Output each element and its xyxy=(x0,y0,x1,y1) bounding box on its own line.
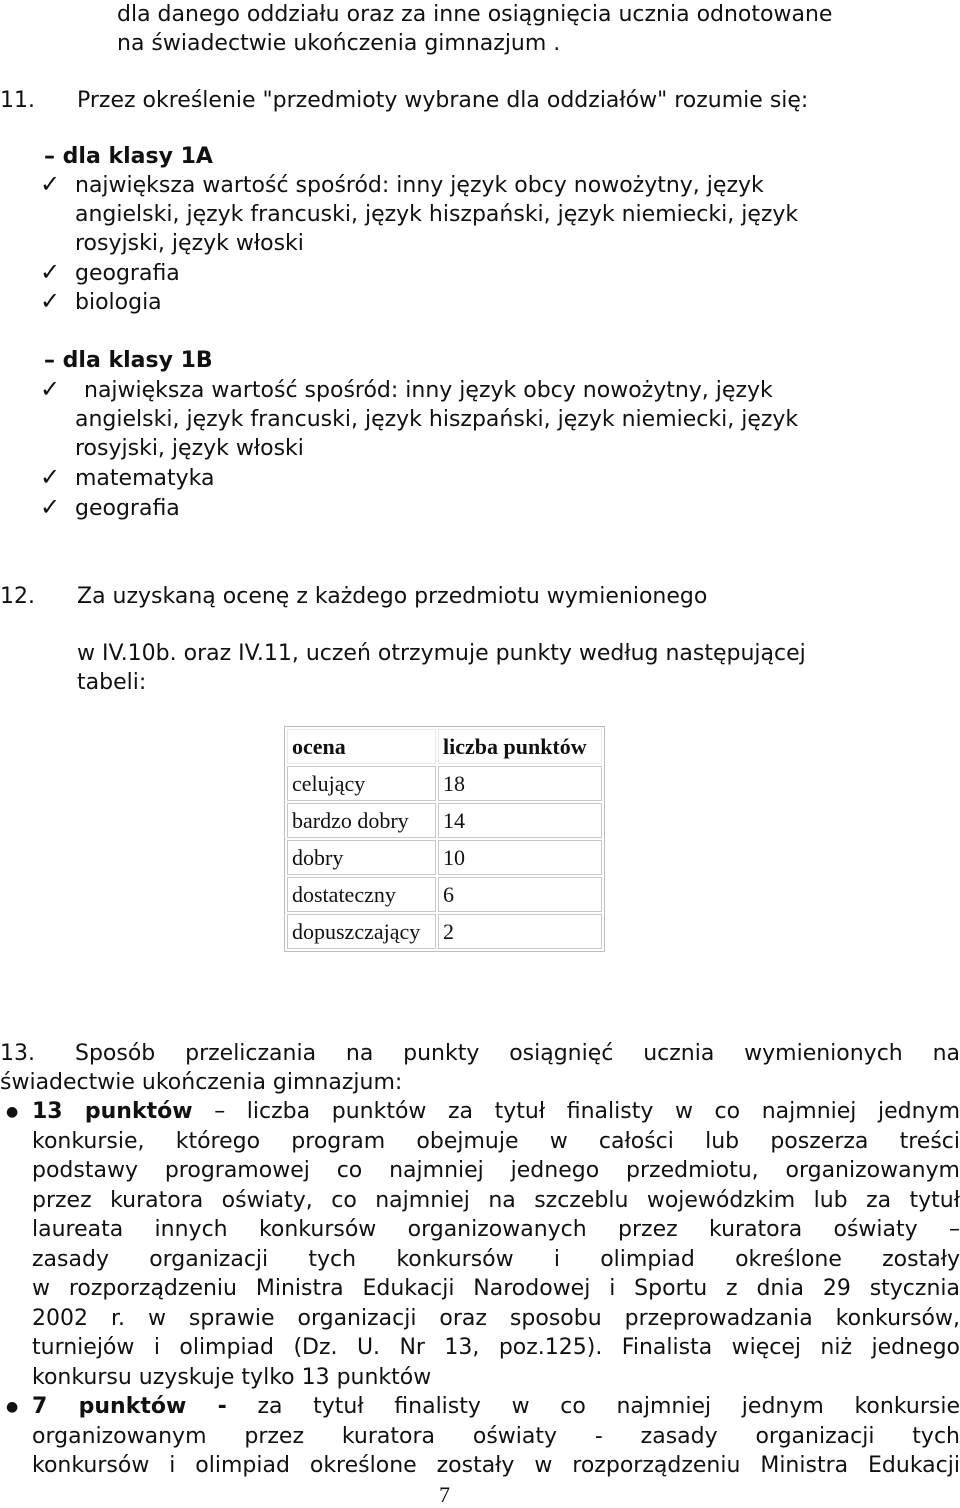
bullet-2-line: organizowanym przez kuratora oświaty - zasady organizacji tych xyxy=(32,1424,960,1449)
bullet-2-line: konkursów i olimpiad określone zostały w rozporządzeniu Ministra Edukacji xyxy=(32,1453,960,1478)
table-cell: dostateczny xyxy=(287,877,436,912)
group-1b-item: największa wartość spośród: inny język obcy nowożytny, język xyxy=(84,378,773,403)
bullet-1-line: turniejów i olimpiad (Dz. U. Nr 13, poz.125). Finalista więcej niż jednego xyxy=(32,1335,960,1360)
points-table xyxy=(284,726,605,952)
checkmark-icon: ✓ xyxy=(40,287,61,315)
table-cell: dopuszczający xyxy=(287,914,436,949)
group-1b-item: geografia xyxy=(75,496,180,521)
page-number: 7 xyxy=(439,1482,450,1507)
table-cell: 18 xyxy=(438,766,602,801)
table-row xyxy=(287,840,602,875)
bullet-2-line: za tytuł finalisty w co najmniej jednym konkursie xyxy=(257,1394,960,1419)
checkmark-icon: ✓ xyxy=(40,375,61,403)
checkmark-icon: ✓ xyxy=(40,463,61,491)
intro-line-1: dla danego oddziału oraz za inne osiągnięcia ucznia odnotowane xyxy=(117,2,833,27)
bullet-icon: ● xyxy=(6,1104,19,1120)
table-header-row xyxy=(287,729,602,764)
group-1a-item: biologia xyxy=(75,290,162,315)
table-header-cell: liczba punktów xyxy=(438,729,602,764)
group-1b-item: matematyka xyxy=(75,466,215,491)
table-row xyxy=(287,766,602,801)
bullet-1-line: przez kuratora oświaty, co najmniej na szczeblu wojewódzkim lub za tytuł xyxy=(32,1188,960,1213)
bullet-2-first-line xyxy=(32,1392,960,1422)
table-row xyxy=(287,803,602,838)
checkmark-icon: ✓ xyxy=(40,493,61,521)
section-11-number: 11. xyxy=(0,88,35,113)
table-cell: dobry xyxy=(287,840,436,875)
group-1a-heading: – dla klasy 1A xyxy=(44,144,213,169)
group-1a-item: geografia xyxy=(75,261,180,286)
bullet-1-line: zasady organizacji tych konkursów i olimpiad określone zostały xyxy=(32,1247,960,1272)
bullet-1-line: konkursu uzyskuje tylko 13 punktów xyxy=(32,1365,432,1390)
table-cell: bardzo dobry xyxy=(287,803,436,838)
bullet-1-line: podstawy programowej co najmniej jednego przedmiotu, organizowanym xyxy=(32,1158,960,1183)
intro-line-2: na świadectwie ukończenia gimnazjum . xyxy=(117,31,561,56)
table-cell: 2 xyxy=(438,914,602,949)
section-12-line-1: Za uzyskaną ocenę z każdego przedmiotu wymienionego xyxy=(77,584,708,609)
table-header-cell: ocena xyxy=(287,729,436,764)
bullet-1-bold: 13 punktów xyxy=(32,1099,193,1124)
bullet-1-line: konkursie, którego program obejmuje w całości lub poszerza treści xyxy=(32,1129,960,1154)
group-1a-item: rosyjski, język włoski xyxy=(75,231,304,256)
checkmark-icon: ✓ xyxy=(40,258,61,286)
bullet-1-line: – liczba punktów za tytuł finalisty w co najmniej jednym xyxy=(214,1099,960,1124)
bullet-1-line: w rozporządzeniu Ministra Edukacji Narodowej i Sportu z dnia 29 stycznia xyxy=(32,1276,960,1301)
section-12-number: 12. xyxy=(0,584,35,609)
table-row xyxy=(287,877,602,912)
group-1b-item: rosyjski, język włoski xyxy=(75,436,304,461)
group-1a-item: angielski, język francuski, język hiszpański, język niemiecki, język xyxy=(75,202,799,227)
bullet-2-bold: 7 punktów - xyxy=(32,1394,227,1419)
bullet-1-first-line xyxy=(32,1097,960,1127)
table-row xyxy=(287,914,602,949)
section-13-lead: Sposób przeliczania na punkty osiągnięć ucznia wymienionych na xyxy=(75,1041,960,1066)
table-cell: 6 xyxy=(438,877,602,912)
section-13-lead-2: świadectwie ukończenia gimnazjum: xyxy=(0,1070,403,1095)
checkmark-icon: ✓ xyxy=(40,170,61,198)
section-12-line-3: tabeli: xyxy=(77,670,147,695)
bullet-1-line: 2002 r. w sprawie organizacji oraz sposobu przeprowadzania konkursów, xyxy=(32,1306,960,1331)
section-12-line-2: w IV.10b. oraz IV.11, uczeń otrzymuje punkty według następującej xyxy=(77,641,806,666)
group-1b-item: angielski, język francuski, język hiszpański, język niemiecki, język xyxy=(75,407,799,432)
table-cell: 10 xyxy=(438,840,602,875)
section-13-number: 13. xyxy=(0,1041,35,1066)
table-cell: 14 xyxy=(438,803,602,838)
group-1b-heading: – dla klasy 1B xyxy=(44,348,213,373)
table-cell: celujący xyxy=(287,766,436,801)
section-11-text: Przez określenie "przedmioty wybrane dla oddziałów" rozumie się: xyxy=(77,88,809,113)
bullet-icon: ● xyxy=(6,1399,19,1415)
group-1a-item: największa wartość spośród: inny język obcy nowożytny, język xyxy=(75,173,764,198)
bullet-1-line: laureata innych konkursów organizowanych przez kuratora oświaty – xyxy=(32,1217,960,1242)
